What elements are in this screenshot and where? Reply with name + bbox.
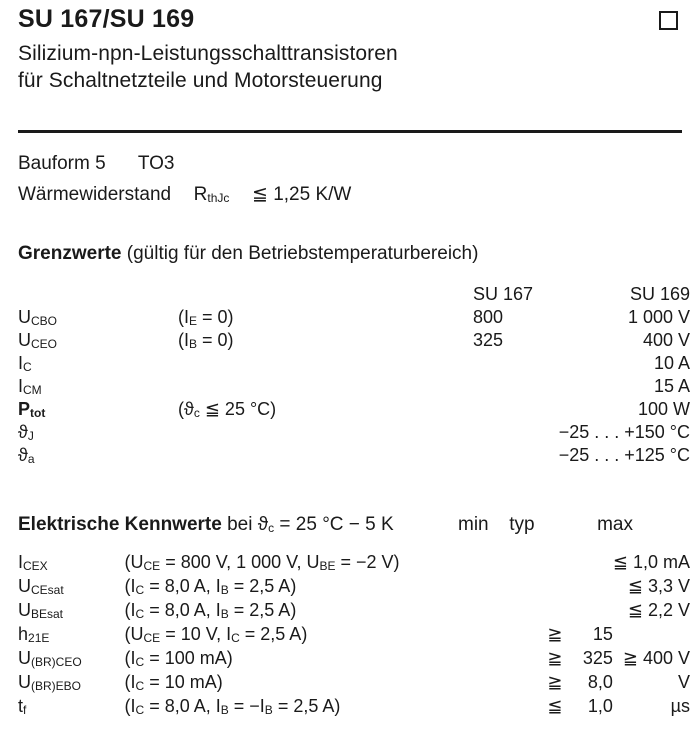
col-header-max: max bbox=[597, 514, 634, 535]
limits-symbol: UCBO bbox=[18, 307, 58, 328]
electrical-typ: 15 bbox=[592, 623, 613, 644]
limits-condition: (IE = 0) bbox=[178, 307, 234, 328]
limits-value-b: 1 000 V bbox=[627, 307, 690, 327]
electrical-symbol: tf bbox=[18, 695, 27, 717]
electrical-min: ≧ bbox=[547, 647, 563, 668]
electrical-heading-bold: Elektrische Kennwerte bbox=[18, 514, 222, 535]
thermal-resistance-row bbox=[18, 179, 682, 210]
limits-value-span: −25 . . . +150 °C bbox=[558, 422, 690, 442]
table-row bbox=[18, 694, 690, 718]
table-row bbox=[18, 329, 690, 352]
thermal-value: 1,25 K/W bbox=[273, 184, 352, 206]
electrical-condition: (IC = 10 mA) bbox=[124, 671, 223, 693]
electrical-typ: 325 bbox=[582, 647, 613, 668]
col-header-typ: typ bbox=[509, 514, 535, 535]
thermal-relation: ≦ bbox=[251, 184, 268, 206]
electrical-symbol: ICEX bbox=[18, 551, 48, 573]
electrical-symbol: U(BR)CEO bbox=[18, 647, 82, 669]
electrical-column-headers bbox=[458, 514, 700, 536]
electrical-condition: (IC = 8,0 A, IB = 2,5 A) bbox=[124, 575, 297, 597]
electrical-condition: (IC = 8,0 A, IB = 2,5 A) bbox=[124, 599, 297, 621]
table-row bbox=[18, 574, 690, 598]
electrical-min bbox=[497, 550, 563, 574]
square-outline-icon bbox=[659, 11, 678, 30]
limits-condition: (IB = 0) bbox=[178, 330, 234, 351]
limits-value-span: 10 A bbox=[653, 353, 690, 373]
electrical-max: V bbox=[677, 671, 690, 692]
table-row bbox=[18, 646, 690, 670]
electrical-typ: 8,0 bbox=[587, 671, 613, 692]
limits-value-span: 100 W bbox=[637, 399, 690, 419]
electrical-symbol: h21E bbox=[18, 623, 50, 645]
electrical-heading bbox=[18, 514, 634, 536]
general-info bbox=[18, 148, 682, 211]
table-row bbox=[18, 352, 690, 375]
limits-header-row bbox=[18, 283, 690, 306]
limits-symbol: ICM bbox=[18, 376, 42, 397]
electrical-max: µs bbox=[670, 695, 690, 716]
electrical-min: ≧ bbox=[547, 623, 563, 644]
electrical-condition: (UCE = 800 V, 1 000 V, UBE = −2 V) bbox=[124, 551, 400, 573]
electrical-symbol: UBEsat bbox=[18, 599, 64, 621]
bauform-row bbox=[18, 148, 682, 179]
electrical-typ bbox=[563, 574, 613, 598]
table-row bbox=[18, 670, 690, 694]
limits-symbol: UCEO bbox=[18, 330, 58, 351]
subtitle-line-1: Silizium-npn-Leistungsschalttransistoren bbox=[18, 41, 398, 65]
limits-col-header-a: SU 167 bbox=[473, 284, 534, 304]
limits-value-b: 400 V bbox=[642, 330, 690, 350]
limits-symbol: IC bbox=[18, 353, 32, 374]
limits-condition: (ϑc ≦ 25 °C) bbox=[178, 399, 277, 420]
subtitle-line-2: für Schaltnetzteile und Motorsteuerung bbox=[18, 68, 383, 92]
limits-table bbox=[18, 283, 690, 467]
limits-symbol: Ptot bbox=[18, 399, 46, 420]
limits-heading bbox=[18, 243, 478, 265]
electrical-condition: (IC = 100 mA) bbox=[124, 647, 233, 669]
header-divider bbox=[18, 130, 682, 133]
col-header-min: min bbox=[458, 514, 489, 535]
electrical-typ: 1,0 bbox=[587, 695, 613, 716]
limits-heading-rest: (gültig für den Betriebstemperaturbereich) bbox=[126, 243, 479, 264]
electrical-table bbox=[18, 550, 690, 718]
limits-value-span: 15 A bbox=[653, 376, 690, 396]
electrical-typ bbox=[563, 550, 613, 574]
limits-value-a: 800 bbox=[473, 307, 504, 327]
table-row bbox=[18, 421, 690, 444]
limits-value-span: −25 . . . +125 °C bbox=[558, 445, 690, 465]
electrical-condition: (IC = 8,0 A, IB = −IB = 2,5 A) bbox=[124, 695, 341, 717]
electrical-max bbox=[613, 622, 690, 646]
electrical-max: ≦ 1,0 mA bbox=[612, 551, 690, 572]
electrical-max: ≦ 2,2 V bbox=[627, 599, 690, 620]
document-header bbox=[18, 6, 682, 94]
limits-symbol: ϑJ bbox=[18, 422, 34, 443]
document-subtitle bbox=[18, 40, 682, 95]
table-row bbox=[18, 598, 690, 622]
bauform-value: TO3 bbox=[137, 153, 175, 174]
table-row bbox=[18, 375, 690, 398]
electrical-symbol: UCEsat bbox=[18, 575, 64, 597]
table-row bbox=[18, 550, 690, 574]
electrical-typ bbox=[563, 598, 613, 622]
table-row bbox=[18, 622, 690, 646]
electrical-symbol: U(BR)EBO bbox=[18, 671, 82, 693]
page-title: SU 167/SU 169 bbox=[18, 5, 195, 33]
electrical-min: ≧ bbox=[547, 671, 563, 692]
limits-heading-bold: Grenzwerte bbox=[18, 243, 122, 264]
title-row bbox=[18, 6, 682, 34]
table-row bbox=[18, 306, 690, 329]
electrical-max: ≧ 400 V bbox=[622, 647, 690, 668]
limits-symbol: ϑa bbox=[18, 445, 35, 466]
thermal-symbol-sub: thJc bbox=[207, 191, 230, 206]
thermal-symbol bbox=[194, 184, 230, 205]
electrical-min: ≦ bbox=[547, 695, 563, 716]
thermal-symbol-main: R bbox=[193, 184, 208, 206]
electrical-max: ≦ 3,3 V bbox=[627, 575, 690, 596]
thermal-label: Wärmewiderstand bbox=[18, 184, 172, 206]
table-row bbox=[18, 444, 690, 467]
electrical-heading-rest: bei ϑc = 25 °C − 5 K bbox=[227, 514, 394, 535]
limits-value-a: 325 bbox=[473, 330, 504, 350]
electrical-min bbox=[497, 598, 563, 622]
limits-col-header-b: SU 169 bbox=[629, 284, 690, 304]
electrical-condition: (UCE = 10 V, IC = 2,5 A) bbox=[124, 623, 308, 645]
bauform-label: Bauform 5 bbox=[18, 153, 106, 174]
table-row bbox=[18, 398, 690, 421]
electrical-min bbox=[497, 574, 563, 598]
